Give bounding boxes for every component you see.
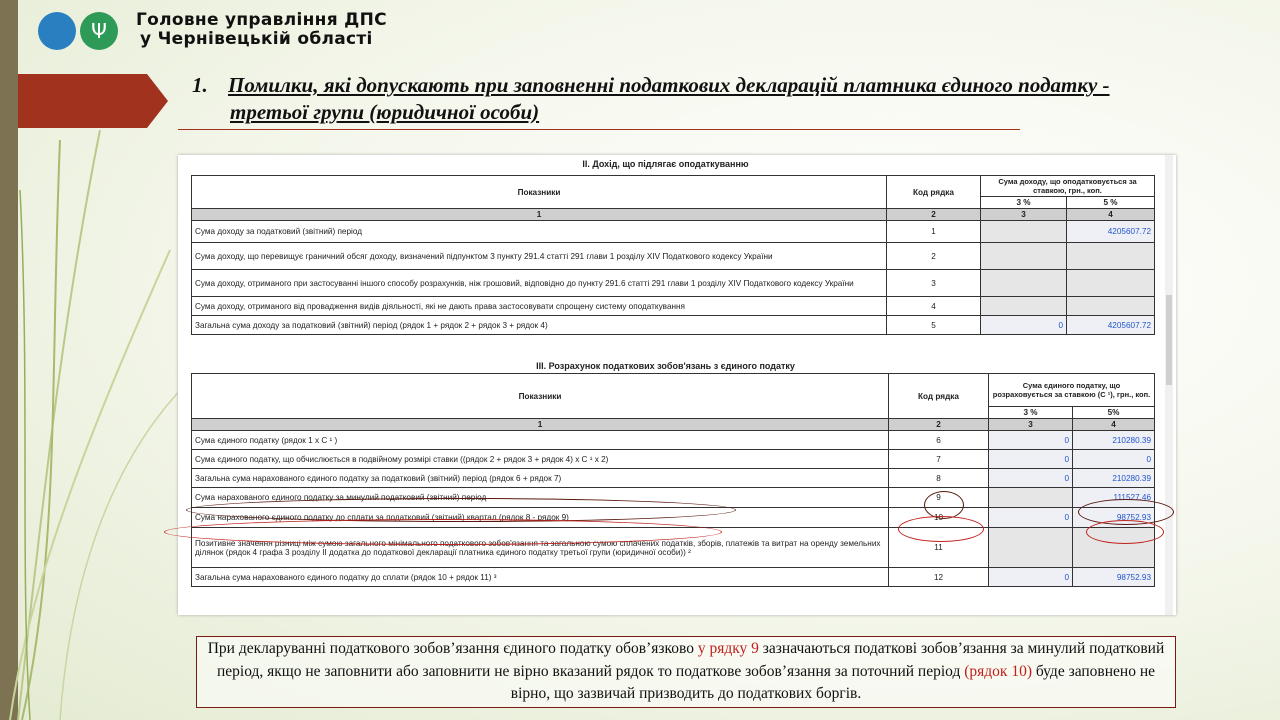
row-value-5 bbox=[1067, 297, 1155, 316]
s3-colnum-row bbox=[192, 419, 1155, 431]
note-text-3: буде заповнено не вірно, що зазвичай призводить до податкових боргів. bbox=[510, 662, 1156, 702]
row-label: Сума доходу, отриманого при застосуванні іншого способу розрахунків, ніж грошовий, відповідно до пункту 291.6 статті 291 глави 1 розділу XIV Податкового кодексу України bbox=[192, 270, 887, 297]
row-value-3 bbox=[989, 528, 1073, 568]
trident-icon: Ψ bbox=[80, 12, 118, 50]
row-value-5 bbox=[1073, 528, 1155, 568]
row-label: Загальна сума нарахованого єдиного податку за податковий (звітний) період (рядок 6 + рядок 7) bbox=[192, 469, 889, 488]
row-label: Позитивне значення різниці між сумою загального мінімального податкового зобов'язання та загальною сумою сплачених податків, зборів, платежів та витрат на оренду земельних ділянок (рядок 4 графа 3 розділу ІІ додатка до податкової декларації платника єдиного податку третьої групи (юридичної особи)) ² bbox=[192, 528, 889, 568]
row-value-5: 98752.93 bbox=[1073, 508, 1155, 528]
row-value-3 bbox=[989, 488, 1073, 508]
row-value-3: 0 bbox=[989, 568, 1073, 587]
row-code: 11 bbox=[889, 528, 989, 568]
declaration-screenshot bbox=[178, 155, 1176, 615]
s2-header-code: Код рядка bbox=[887, 176, 981, 209]
row-value-5 bbox=[1067, 243, 1155, 270]
row-code: 7 bbox=[889, 450, 989, 469]
row-label: Сума єдиного податку, що обчислюється в подвійному розмірі ставки ((рядок 2 + рядок 3 + рядок 4) х С ¹ х 2) bbox=[192, 450, 889, 469]
note-text-1: При декларуванні податкового зобов’язання єдиного податку обов’язково bbox=[207, 640, 698, 657]
row-value-5: 4205607.72 bbox=[1067, 221, 1155, 243]
table-row bbox=[192, 431, 1155, 450]
row-value-5 bbox=[1067, 270, 1155, 297]
row-code: 8 bbox=[889, 469, 989, 488]
row-label: Сума доходу, отриманого від провадження видів діяльності, які не дають права застосовувати спрощену систему оподаткування bbox=[192, 297, 887, 316]
colnum: 1 bbox=[192, 419, 889, 431]
s3-header-code: Код рядка bbox=[889, 374, 989, 419]
colnum: 2 bbox=[887, 209, 981, 221]
row-value-5: 210280.39 bbox=[1073, 469, 1155, 488]
row-value-3 bbox=[981, 221, 1067, 243]
s2-header-rate3: 3 % bbox=[981, 197, 1067, 209]
s3-header-rate3: 3 % bbox=[989, 407, 1073, 419]
table-row bbox=[192, 568, 1155, 587]
row-value-5: 210280.39 bbox=[1073, 431, 1155, 450]
row-code: 6 bbox=[889, 431, 989, 450]
dps-logo bbox=[38, 12, 122, 50]
table-row bbox=[192, 270, 1155, 297]
s2-header-indicators: Показники bbox=[192, 176, 887, 209]
document-scrollbar[interactable] bbox=[1165, 155, 1173, 615]
row-code: 9 bbox=[889, 488, 989, 508]
row-code: 4 bbox=[887, 297, 981, 316]
table-row bbox=[192, 243, 1155, 270]
title-line-2: третьої групи (юридичної особи) bbox=[230, 100, 540, 124]
row-value-3 bbox=[981, 270, 1067, 297]
row-value-5: 4205607.72 bbox=[1067, 316, 1155, 335]
explanation-note bbox=[196, 636, 1176, 708]
row-value-5: 111527.46 bbox=[1073, 488, 1155, 508]
organization-name bbox=[136, 11, 387, 49]
table-row bbox=[192, 469, 1155, 488]
row-code: 10 bbox=[889, 508, 989, 528]
colnum: 2 bbox=[889, 419, 989, 431]
row-value-3: 0 bbox=[989, 450, 1073, 469]
colnum: 3 bbox=[981, 209, 1067, 221]
row-value-3: 0 bbox=[981, 316, 1067, 335]
scrollbar-thumb[interactable] bbox=[1166, 295, 1172, 385]
table-row bbox=[192, 450, 1155, 469]
row-value-3: 0 bbox=[989, 508, 1073, 528]
title-underline-rule bbox=[178, 129, 1020, 130]
s3-header-sum: Сума єдиного податку, що розраховується за ставкою (С ¹), грн., коп. bbox=[989, 374, 1155, 407]
row-label: Сума нарахованого єдиного податку за минулий податковий (звітний) період bbox=[192, 488, 889, 508]
row-code: 3 bbox=[887, 270, 981, 297]
row-label: Сума доходу за податковий (звітний) період bbox=[192, 221, 887, 243]
s2-header-sum: Сума доходу, що оподатковується за ставкою, грн., коп. bbox=[981, 176, 1155, 197]
row-code: 2 bbox=[887, 243, 981, 270]
colnum: 3 bbox=[989, 419, 1073, 431]
row-value-3 bbox=[981, 297, 1067, 316]
grass-decoration bbox=[0, 130, 200, 720]
row-label: Загальна сума нарахованого єдиного податку до сплати (рядок 10 + рядок 11) ³ bbox=[192, 568, 889, 587]
table-row bbox=[192, 297, 1155, 316]
note-text-2: зазначаються податкові зобов’язання за минулий податковий період, якщо не заповнити або заповнити не вірно вказаний рядок то податкове зобов’язання за поточний період bbox=[216, 640, 1165, 680]
colnum: 1 bbox=[192, 209, 887, 221]
title-number: 1. bbox=[192, 73, 208, 97]
logo-blue-circle bbox=[38, 12, 76, 50]
row-label: Загальна сума доходу за податковий (звітний) період (рядок 1 + рядок 2 + рядок 3 + рядок 4) bbox=[192, 316, 887, 335]
colnum: 4 bbox=[1073, 419, 1155, 431]
table-row bbox=[192, 316, 1155, 335]
row-code: 1 bbox=[887, 221, 981, 243]
row-label: Сума єдиного податку (рядок 1 х С ¹ ) bbox=[192, 431, 889, 450]
table-row bbox=[192, 528, 1155, 568]
section-2-table bbox=[191, 175, 1155, 335]
s3-header-rate5: 5% bbox=[1073, 407, 1155, 419]
row-value-3: 0 bbox=[989, 431, 1073, 450]
table-row bbox=[192, 508, 1155, 528]
row-value-3 bbox=[981, 243, 1067, 270]
title-arrow-decor bbox=[18, 74, 168, 128]
note-highlight-row9: у рядку 9 bbox=[697, 640, 759, 657]
org-line-2: у Чернівецькій області bbox=[140, 29, 373, 49]
section-2-heading: ІІ. Дохід, що підлягає оподаткуванню bbox=[582, 159, 749, 169]
slide-title bbox=[192, 72, 1252, 126]
row-code: 5 bbox=[887, 316, 981, 335]
s2-colnum-row bbox=[192, 209, 1155, 221]
table-row bbox=[192, 488, 1155, 508]
row-value-3: 0 bbox=[989, 469, 1073, 488]
section-3-table bbox=[191, 373, 1155, 587]
row-value-5: 98752.93 bbox=[1073, 568, 1155, 587]
row-value-5: 0 bbox=[1073, 450, 1155, 469]
section-3-heading: ІІІ. Розрахунок податкових зобов'язань з єдиного податку bbox=[536, 361, 795, 371]
s3-header-indicators: Показники bbox=[192, 374, 889, 419]
row-code: 12 bbox=[889, 568, 989, 587]
org-line-1: Головне управління ДПС bbox=[136, 10, 387, 30]
row-label: Сума доходу, що перевищує граничний обсяг доходу, визначений підпунктом 3 пункту 291.4 статті 291 глави 1 розділу XIV Податкового кодексу України bbox=[192, 243, 887, 270]
note-highlight-row10: (рядок 10) bbox=[964, 662, 1032, 680]
table-row bbox=[192, 221, 1155, 243]
row-label: Сума нарахованого єдиного податку до сплати за податковий (звітний) квартал (рядок 8 - рядок 9) bbox=[192, 508, 889, 528]
s2-header-rate5: 5 % bbox=[1067, 197, 1155, 209]
colnum: 4 bbox=[1067, 209, 1155, 221]
title-line-1: Помилки, які допускають при заповненні податкових декларацій платника єдиного податку - bbox=[228, 73, 1110, 97]
